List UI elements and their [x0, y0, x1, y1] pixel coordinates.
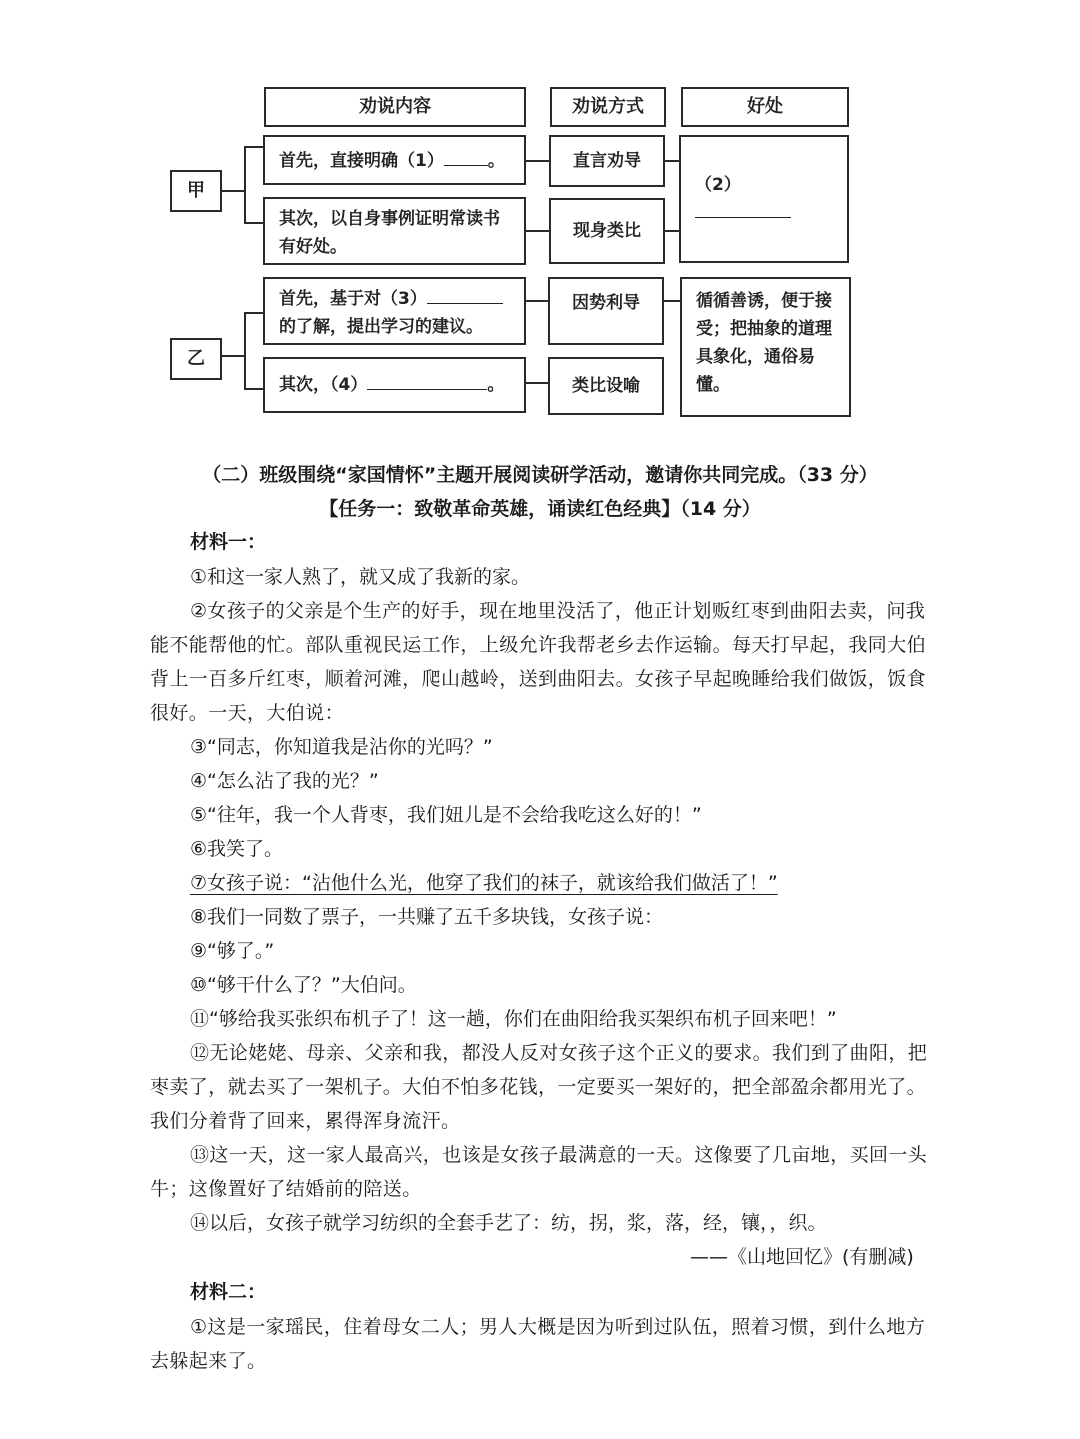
bracket-yi-stem: [222, 355, 245, 357]
yi-benefit: 循循善诱，便于接受；把抽象的道理具象化，通俗易懂。: [680, 277, 851, 417]
task-title: 【任务一：致敬革命英雄，诵读红色经典】（14 分）: [319, 498, 761, 520]
blank-1: [444, 147, 488, 166]
group-yi-label: 乙: [170, 338, 222, 380]
connector-yi-1: [526, 300, 548, 302]
bracket-yi-vertical: [244, 312, 246, 390]
jia-row1-method: 直言劝导: [549, 135, 665, 187]
material1-p7-underlined: ⑦女孩子说：“沾他什么光，他穿了我们的袜子，就该给我们做活了！”: [190, 872, 778, 894]
material1-p13-text: ⑬这一天，这一家人最高兴，也该是女孩子最满意的一天。这像要了几亩地，买回一头牛；这像置好了结婚前的陪送。: [150, 1144, 928, 1200]
material2-heading: 材料二：: [190, 1281, 267, 1303]
bracket-yi-top: [244, 312, 264, 314]
bracket-yi-bottom: [244, 388, 264, 390]
material1-p11: ⑪“够给我买张织布机子了！这一趟，你们在曲阳给我买架织布机子回来吧！”: [190, 1008, 837, 1030]
bracket-jia-vertical: [244, 146, 246, 224]
jia-row2-content: 其次，以自身事例证明常读书有好处。: [263, 197, 526, 265]
yi-row1-method: 因势利导: [548, 277, 664, 345]
jia-row1-content: [263, 135, 526, 185]
material1-p1: ①和这一家人熟了，就又成了我新的家。: [190, 566, 531, 588]
blank-2: [695, 199, 791, 218]
material1-p14: ⑭以后，女孩子就学习纺织的全套手艺了：纺，拐，浆，落，经，镶，，织。: [190, 1212, 827, 1234]
connector-jia-2: [526, 230, 550, 232]
material1-p6: ⑥我笑了。: [190, 838, 284, 860]
material1-heading: 材料一：: [190, 531, 267, 553]
header-benefit: 好处: [681, 87, 849, 127]
connector-jia-benefit-2: [665, 230, 680, 232]
yi-row1-suffix: 的了解，提出学习的建议。: [279, 317, 483, 337]
material2-p1: [150, 1310, 940, 1378]
connector-jia-1: [526, 160, 550, 162]
bracket-jia-stem: [222, 190, 245, 192]
yi-row2-content: [263, 357, 526, 413]
material1-p9: ⑨“够了。”: [190, 940, 275, 962]
material1-p10: ⑩“够干什么了？”大伯问。: [190, 974, 417, 996]
bracket-jia-top: [244, 146, 264, 148]
yi-row2-method: 类比设喻: [548, 357, 664, 415]
yi-row1-prefix: 首先，基于对（3）: [279, 289, 427, 309]
connector-yi-2: [526, 382, 548, 384]
material1-p8: ⑧我们一同数了票子，一共赚了五千多块钱，女孩子说：: [190, 906, 664, 928]
header-method: 劝说方式: [550, 87, 666, 127]
jia-row1-suffix: 。: [487, 151, 505, 171]
blank-3: [427, 285, 503, 304]
material1-p2-text: ②女孩子的父亲是个生产的好手，现在地里没活了，他正计划贩红枣到曲阳去卖，问我能不能帮他的忙。部队重视民运工作，上级允许我帮老乡去作运输。每天打早起，我同大伯背上一百多斤红枣，顺着河滩，爬山越岭，送到曲阳去。女孩子早起晚睡给我们做饭，饭食很好。一天，大伯说：: [150, 600, 927, 724]
bracket-jia-bottom: [244, 222, 264, 224]
blank-4: [367, 371, 487, 390]
material1-source: ——《山地回忆》(有删减): [690, 1246, 914, 1268]
yi-row2-suffix: 。: [487, 375, 505, 395]
jia-benefit-prefix: （2）: [695, 175, 741, 195]
header-content: 劝说内容: [264, 87, 526, 127]
material1-p13: [150, 1138, 940, 1206]
yi-row1-content: [263, 277, 526, 345]
material1-p2: [150, 594, 940, 730]
section-title: （二）班级围绕“家国情怀”主题开展阅读研学活动，邀请你共同完成。（33 分）: [202, 464, 878, 486]
yi-row2-prefix: 其次，（4）: [279, 375, 368, 395]
material2-p1-text: ①这是一家瑶民，住着母女二人；男人大概是因为听到过队伍，照着习惯，到什么地方去躲起来了。: [150, 1316, 926, 1372]
group-jia-label: 甲: [170, 170, 222, 212]
connector-yi-benefit: [664, 300, 680, 302]
material1-p12-text: ⑫无论姥姥、母亲、父亲和我，都没人反对女孩子这个正义的要求。我们到了曲阳，把枣卖了，就去买了一架机子。大伯不怕多花钱，一定要买一架好的，把全部盈余都用光了。我们分着背了回来，累得浑身流汗。: [150, 1042, 928, 1132]
jia-benefit: [679, 135, 849, 263]
material1-p4: ④“怎么沾了我的光？”: [190, 770, 379, 792]
jia-row2-method: 现身类比: [549, 198, 665, 264]
material1-p3: ③“同志，你知道我是沾你的光吗？”: [190, 736, 493, 758]
material1-p5: ⑤“往年，我一个人背枣，我们妞儿是不会给我吃这么好的！”: [190, 804, 702, 826]
jia-row1-prefix: 首先，直接明确（1）: [279, 151, 444, 171]
connector-jia-benefit-1: [665, 160, 680, 162]
material1-p12: [150, 1036, 940, 1138]
